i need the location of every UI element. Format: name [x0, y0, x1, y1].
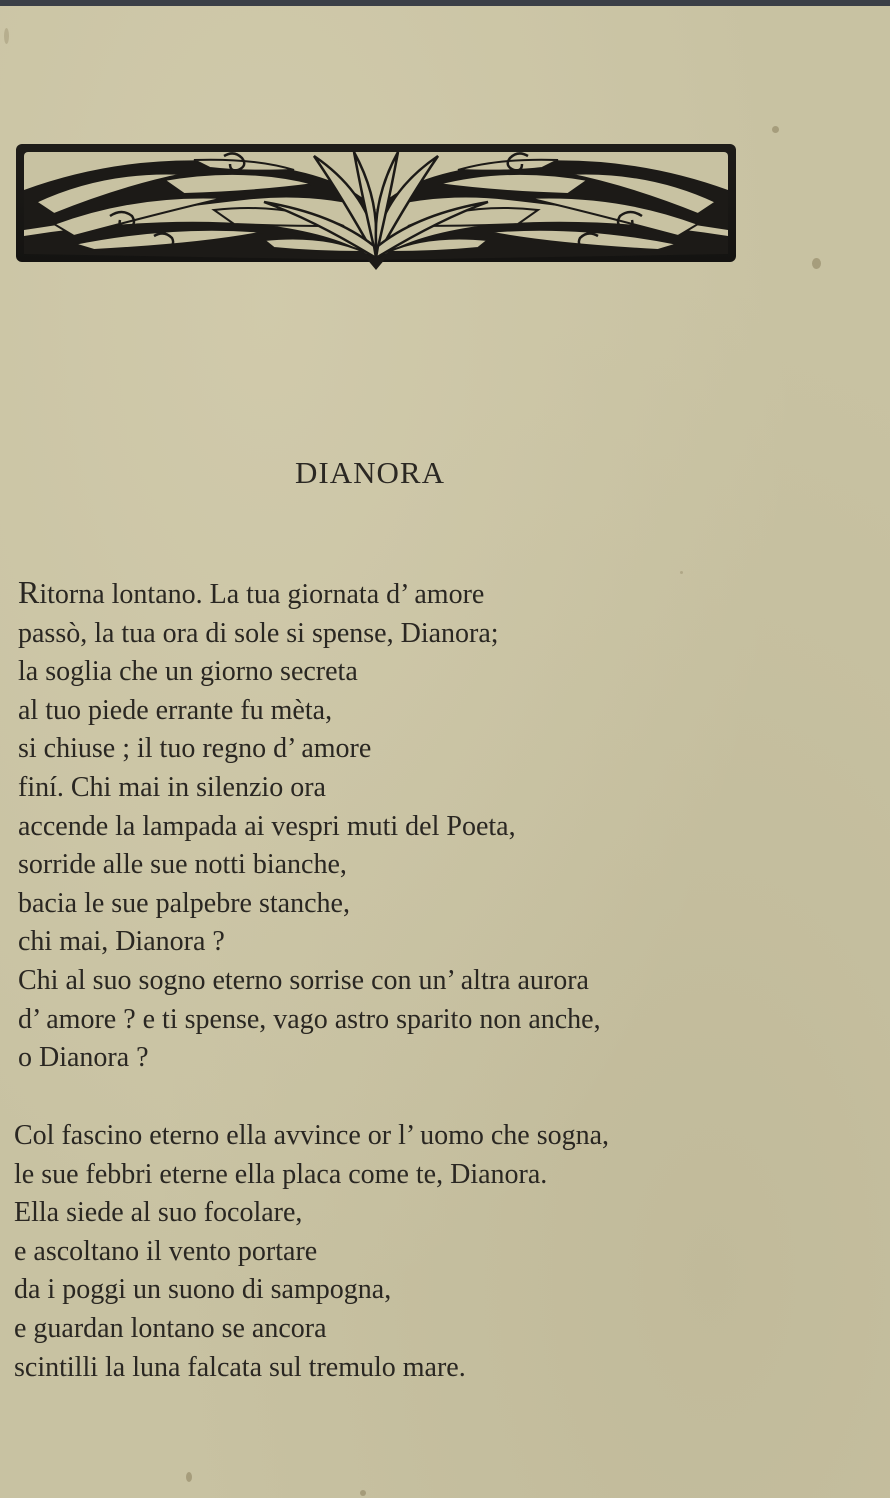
paper-speck [812, 258, 821, 269]
poem-line: scintilli la luna falcata sul tremulo mare. [14, 1351, 466, 1383]
poem-line: Chi al suo sogno eterno sorrise con un’ altra aurora [18, 964, 589, 996]
poem-line: d’ amore ? e ti spense, vago astro sparito non anche, [18, 1003, 601, 1035]
poem-line: al tuo piede errante fu mèta, [18, 694, 333, 726]
leaf-headpiece-ornament-icon [14, 140, 740, 272]
poem-line: chi mai, Dianora ? [18, 926, 225, 958]
paper-speck [186, 1472, 192, 1482]
paper-speck [4, 28, 9, 44]
poem-line: Ella siede al suo focolare, [14, 1197, 303, 1229]
poem-line: sorride alle sue notti bianche, [18, 849, 347, 881]
poem-line: accende la lampada ai vespri muti del Poeta, [18, 810, 516, 842]
poem-line: Col fascino eterno ella avvince or l’ uomo che sogna, [14, 1120, 610, 1151]
poem-line: la soglia che un giorno secreta [18, 656, 358, 688]
poem-line: e ascoltano il vento portare [14, 1235, 318, 1267]
stanza-2 [14, 1117, 774, 1387]
stanza-1 [18, 573, 778, 1078]
poem-line: bacia le sue palpebre stanche, [18, 887, 350, 919]
poem-line: da i poggi un suono di sampogna, [14, 1274, 392, 1306]
poem-line [18, 573, 778, 615]
poem-title: DIANORA [295, 455, 445, 490]
poem-line: passò, la tua ora di sole si spense, Dianora; [18, 617, 499, 649]
poem-line: le sue febbri eterne ella placa come te, Dianora. [14, 1158, 548, 1190]
poem-line-text: itorna lontano. La tua giornata d’ amore [39, 579, 485, 610]
poem-line: si chiuse ; il tuo regno d’ amore [18, 733, 372, 765]
paper-speck [772, 126, 779, 133]
paper-speck [360, 1490, 366, 1496]
poem-line: o Dianora ? [18, 1042, 149, 1074]
poem-line: finí. Chi mai in silenzio ora [18, 771, 326, 803]
drop-cap: R [18, 574, 40, 610]
poem-line: e guardan lontano se ancora [14, 1312, 327, 1344]
